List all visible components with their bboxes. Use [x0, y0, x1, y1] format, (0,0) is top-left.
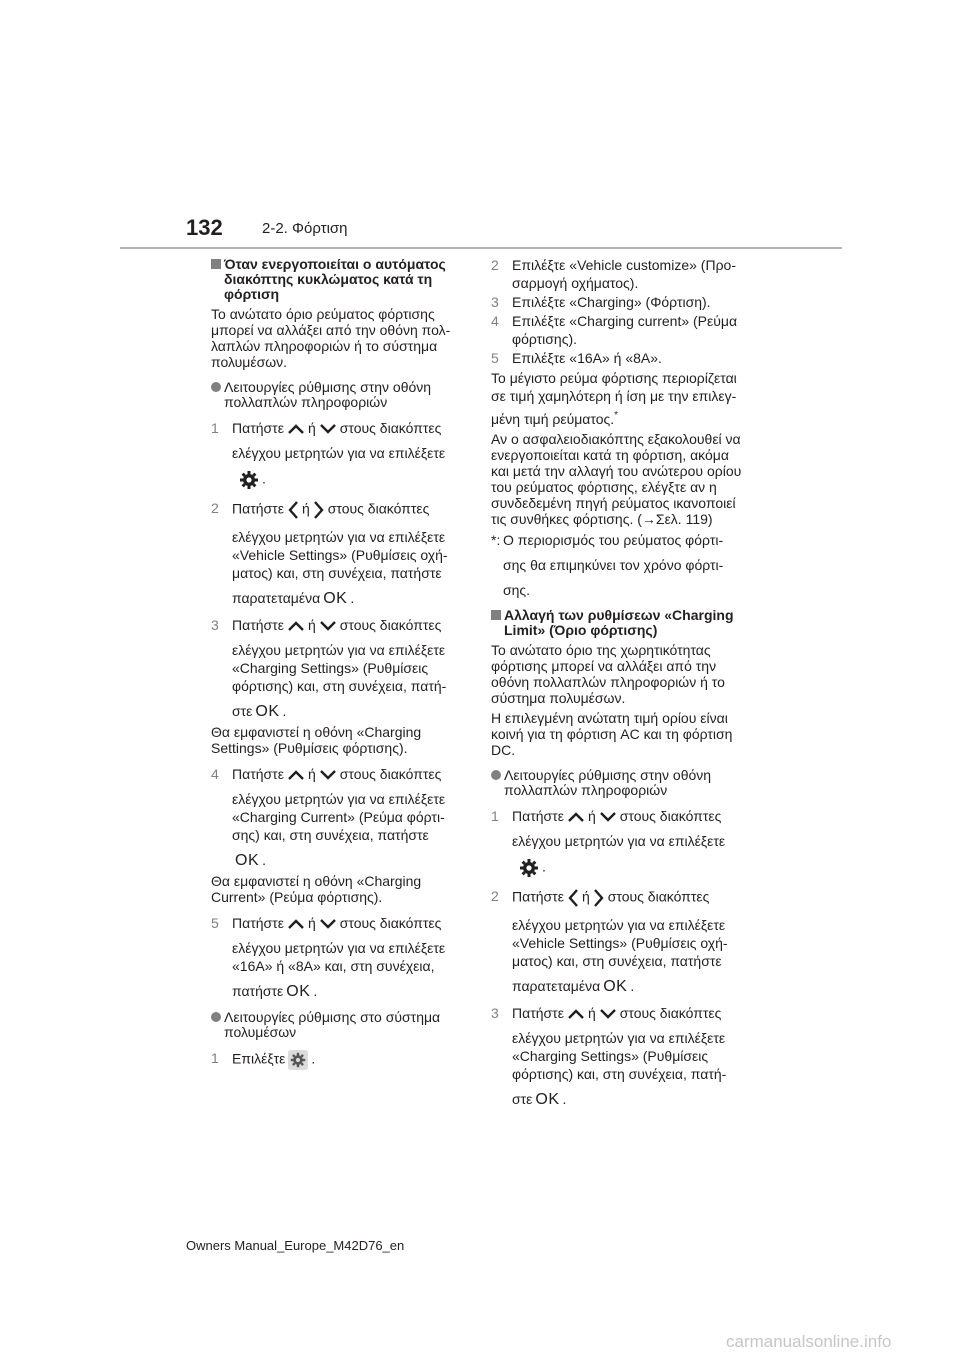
- step-number: 1: [211, 420, 219, 436]
- bullet-multimedia: Λειτουργίες ρύθμισης στο σύστημα πολυμέσων: [211, 1010, 467, 1040]
- step-multimedia-1: 1 Επιλέξτε .: [211, 1050, 467, 1070]
- header-divider: [120, 247, 842, 249]
- chevron-down-icon: [599, 1008, 617, 1020]
- step-limit-3: 3 Πατήστε ή στους διακόπτες ελέγχου μετρητών για να επιλέξετε «Charging Settings» (Ρυθμίσεις φόρτισης) και, στη συνέχεια, πατή- στε OK .: [491, 1005, 727, 1108]
- step-r-4: 4 Επιλέξτε «Charging current» (Ρεύμα φόρτισης).: [491, 313, 738, 347]
- chevron-down-icon: [319, 918, 337, 930]
- footnote: *: Ο περιορισμός του ρεύματος φόρτι- σης θα επιμηκύνει τον χρόνο φόρτι- σης.: [491, 532, 724, 598]
- ac-dc-paragraph: Η επιλεγμένη ανώτατη τιμή ορίου είναι κοινή για τη φόρτιση AC και τη φόρτιση DC.: [491, 710, 733, 758]
- step-r-3: 3 Επιλέξτε «Charging» (Φόρτιση).: [491, 294, 711, 310]
- step-number: 2: [211, 500, 219, 516]
- intro-paragraph: Το ανώτατο όριο ρεύματος φόρτισης μπορεί να αλλάξει από την οθόνη πολ- λαπλών πληροφοριών ή το σύστημα πολυμέσων.: [211, 306, 451, 370]
- step-number: 3: [491, 1005, 499, 1021]
- step-number: 4: [211, 766, 219, 782]
- ok-button-symbol: OK: [535, 1091, 560, 1108]
- circle-bullet-icon: [491, 770, 501, 780]
- bullet-mid-display-limit: Λειτουργίες ρύθμισης στην οθόνη πολλαπλών πληροφοριών: [491, 768, 753, 798]
- ok-button-symbol: OK: [255, 703, 280, 720]
- footer-manual-id: Owners Manual_Europe_M42D76_en: [186, 1238, 405, 1253]
- note-charging-settings: Θα εμφανιστεί η οθόνη «Charging Settings» (Ρυθμίσεις φόρτισης).: [211, 724, 422, 756]
- step-3: 3 Πατήστε ή στους διακόπτες ελέγχου μετρητών για να επιλέξετε «Charging Settings» (Ρυθμίσεις φόρτισης) και, στη συνέχεια, πατή- στε OK .: [211, 617, 447, 720]
- chevron-left-icon: [287, 500, 299, 520]
- step-number: 3: [211, 617, 219, 633]
- step-number: 5: [211, 915, 219, 931]
- step-r-2: 2 Επιλέξτε «Vehicle customize» (Προ- σαρμογή οχήματος).: [491, 257, 736, 291]
- gear-icon: [239, 470, 259, 490]
- ok-button-symbol: OK: [323, 590, 348, 607]
- step-r-5: 5 Επιλέξτε «16A» ή «8A».: [491, 350, 662, 366]
- step-number: 5: [491, 350, 499, 366]
- left-column: [211, 257, 467, 1070]
- section-heading-charging-limit: Αλλαγή των ρυθμίσεων «Charging Limit» (Όριο φόρτισης): [491, 608, 753, 638]
- charging-limit-paragraph: Το ανώτατο όριο της χωρητικότητας φόρτισης μπορεί να αλλάξει από την οθόνη πολλαπλών πληροφοριών ή το σύστημα πολυμέσων.: [491, 642, 725, 706]
- step-limit-2: 2 Πατήστε ή στους διακόπτες ελέγχου μετρητών για να επιλέξετε «Vehicle Settings» (Ρυθμίσεις οχή- ματος) και, στη συνέχεια, πατήστε παρατεταμένα OK .: [491, 888, 728, 995]
- step-4: 4 Πατήστε ή στους διακόπτες ελέγχου μετρητών για να επιλέξετε «Charging Current» (Ρεύμα φόρτι- σης) και, στη συνέχεια, πατήστε OK .: [211, 766, 446, 869]
- footnote-marker: *: [614, 410, 619, 421]
- breaker-paragraph: Αν ο ασφαλειοδιακόπτης εξακολουθεί να ενεργοποιείται κατά τη φόρτιση, ακόμα και μετά την αλλαγή του ανώτερου ορίου του ρεύματος φόρτισης, ελέγξτε αν η συνδεδεμένη πηγή ρεύματος ικανοποιεί τις συνθήκες φόρτισης. (→Σελ. 119): [491, 431, 742, 527]
- square-bullet-icon: [211, 259, 221, 269]
- chevron-down-icon: [319, 620, 337, 632]
- chevron-down-icon: [319, 769, 337, 781]
- step-limit-1: 1 Πατήστε ή στους διακόπτες ελέγχου μετρητών για να επιλέξετε .: [491, 808, 753, 878]
- section-heading-circuit-breaker: Όταν ενεργοποιείται ο αυτόματος διακόπτης κυκλώματος κατά τη φόρτιση: [211, 257, 467, 302]
- watermark: carmanualsonline.info: [726, 1332, 892, 1351]
- right-column: [491, 257, 753, 1108]
- chevron-up-icon: [287, 620, 305, 632]
- section-title: 2-2. Φόρτιση: [262, 220, 348, 237]
- chevron-down-icon: [599, 811, 617, 823]
- note-charging-current: Θα εμφανιστεί η οθόνη «Charging Current» (Ρεύμα φόρτισης).: [211, 873, 422, 905]
- ok-button-symbol: OK: [235, 852, 260, 869]
- page-number: 132: [186, 215, 223, 240]
- step-1: 1 Πατήστε ή στους διακόπτες ελέγχου μετρητών για να επιλέξετε .: [211, 420, 467, 490]
- step-number: 2: [491, 888, 499, 904]
- step-number: 4: [491, 313, 499, 329]
- square-bullet-icon: [491, 610, 501, 620]
- step-number: 3: [491, 294, 499, 310]
- max-current-paragraph: Το μέγιστο ρεύμα φόρτισης περιορίζεται σε τιμή χαμηλότερη ή ίση με την επιλεγ- μένη τιμή ρεύματος.*: [491, 370, 737, 427]
- circle-bullet-icon: [211, 382, 221, 392]
- bullet-mid-display: Λειτουργίες ρύθμισης στην οθόνη πολλαπλών πληροφοριών: [211, 380, 467, 410]
- step-number: 1: [491, 808, 499, 824]
- chevron-down-icon: [319, 423, 337, 435]
- chevron-up-icon: [287, 423, 305, 435]
- chevron-left-icon: [567, 888, 579, 908]
- chevron-right-icon: [593, 888, 605, 908]
- ok-button-symbol: OK: [603, 978, 628, 995]
- chevron-up-icon: [567, 811, 585, 823]
- step-2: 2 Πατήστε ή στους διακόπτες ελέγχου μετρητών για να επιλέξετε «Vehicle Settings» (Ρυθμίσεις οχή- ματος) και, στη συνέχεια, πατήστε παρατεταμένα OK .: [211, 500, 448, 607]
- chevron-up-icon: [567, 1008, 585, 1020]
- gear-icon: [519, 858, 539, 878]
- chevron-up-icon: [287, 918, 305, 930]
- step-number: 1: [211, 1050, 219, 1066]
- chevron-up-icon: [287, 769, 305, 781]
- step-5: 5 Πατήστε ή στους διακόπτες ελέγχου μετρητών για να επιλέξετε «16A» ή «8A» και, στη συνέχεια, πατήστε OK .: [211, 915, 446, 1000]
- step-number: 2: [491, 257, 499, 273]
- chevron-right-icon: [313, 500, 325, 520]
- ok-button-symbol: OK: [286, 983, 311, 1000]
- settings-gear-icon: [288, 1050, 308, 1070]
- circle-bullet-icon: [211, 1012, 221, 1022]
